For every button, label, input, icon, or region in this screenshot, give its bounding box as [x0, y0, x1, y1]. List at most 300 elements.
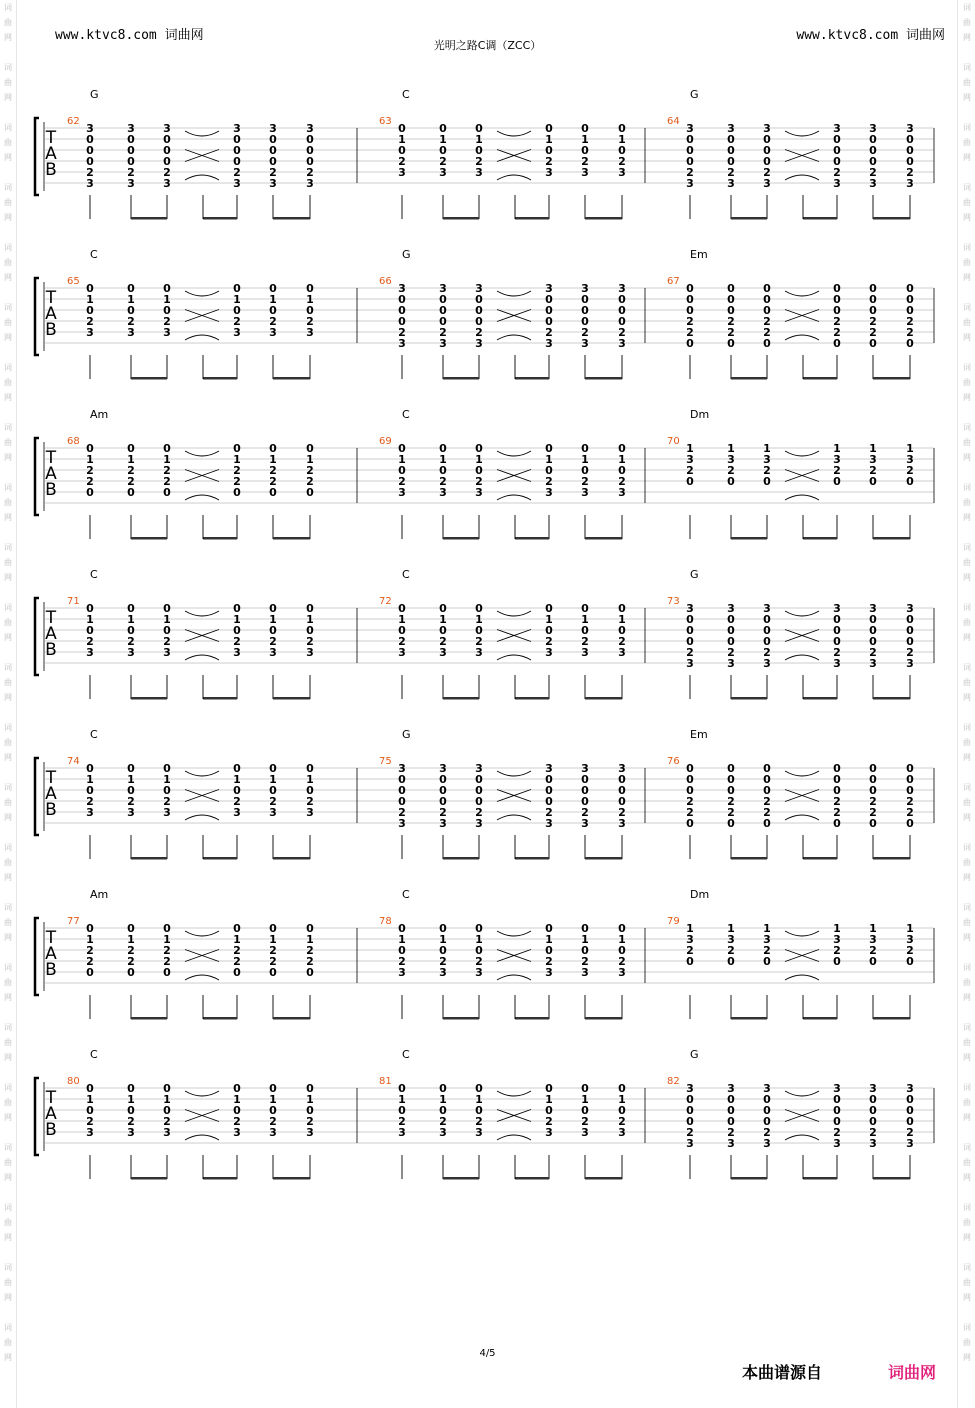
fret-number: 3 — [869, 122, 877, 135]
fret-number: 0 — [618, 293, 626, 306]
fret-number: 1 — [763, 442, 771, 455]
watermark-glyph-group: 词 曲 网 — [963, 1203, 971, 1242]
fret-number: 1 — [306, 933, 314, 946]
fret-number: 2 — [906, 326, 914, 339]
fret-number: 0 — [269, 144, 277, 157]
fret-number: 3 — [686, 933, 694, 946]
fret-number: 0 — [618, 144, 626, 157]
measure-number: 81 — [379, 1076, 392, 1087]
fret-number: 3 — [545, 282, 553, 295]
fret-number: 2 — [86, 635, 94, 648]
fret-number: 0 — [439, 122, 447, 135]
tab-clef-letter: A — [45, 304, 57, 324]
fret-number: 3 — [581, 966, 589, 979]
fret-number: 2 — [269, 955, 277, 968]
note-beam — [803, 1017, 837, 1020]
fret-number: 0 — [475, 315, 483, 328]
strum-arc — [497, 131, 531, 136]
fret-number: 1 — [127, 613, 135, 626]
fret-number: 2 — [869, 464, 877, 477]
fret-number: 0 — [475, 293, 483, 306]
measure-number: 75 — [379, 756, 392, 767]
fret-number: 0 — [869, 304, 877, 317]
fret-number: 2 — [163, 1115, 171, 1128]
note-beam — [803, 217, 837, 220]
fret-number: 2 — [545, 806, 553, 819]
fret-number: 0 — [86, 1104, 94, 1117]
system-bracket — [35, 1078, 39, 1155]
fret-number: 3 — [869, 933, 877, 946]
strum-arc — [785, 975, 819, 980]
header-left-url[interactable]: www.ktvc8.com — [55, 28, 157, 43]
note-beam — [803, 697, 837, 700]
watermark-glyph-group: 词 曲 网 — [963, 3, 971, 42]
tab-clef-letter: T — [45, 128, 57, 148]
fret-number: 2 — [269, 944, 277, 957]
footer-source-label: 本曲谱源自 — [742, 1363, 823, 1382]
fret-number: 0 — [306, 1104, 314, 1117]
fret-number: 0 — [581, 293, 589, 306]
fret-number: 2 — [86, 475, 94, 488]
fret-number: 0 — [545, 1104, 553, 1117]
fret-number: 0 — [475, 304, 483, 317]
fret-number: 2 — [906, 806, 914, 819]
strum-arc — [497, 1135, 531, 1140]
fret-number: 2 — [618, 955, 626, 968]
fret-number: 0 — [618, 602, 626, 615]
fret-number: 3 — [398, 166, 406, 179]
fret-number: 0 — [869, 282, 877, 295]
chord-name: C — [90, 248, 98, 261]
strum-arc — [497, 655, 531, 660]
fret-number: 0 — [86, 922, 94, 935]
chord-name: G — [402, 248, 411, 261]
fret-number: 0 — [763, 955, 771, 968]
fret-number: 1 — [833, 922, 841, 935]
page-title: 光明之路C调（ZCC） — [433, 39, 542, 52]
watermark-glyph-group: 词 曲 网 — [963, 123, 971, 162]
fret-number: 0 — [686, 293, 694, 306]
fret-number: 3 — [763, 453, 771, 466]
strum-arc — [185, 175, 219, 180]
fret-number: 2 — [833, 646, 841, 659]
fret-number: 0 — [618, 922, 626, 935]
fret-number: 1 — [306, 773, 314, 786]
fret-number: 0 — [581, 144, 589, 157]
fret-number: 1 — [86, 1093, 94, 1106]
measure-number: 77 — [67, 916, 80, 927]
note-beam — [273, 1017, 310, 1020]
fret-number: 0 — [686, 1104, 694, 1117]
fret-number: 3 — [398, 762, 406, 775]
watermark-glyph-group: 词 曲 网 — [4, 543, 12, 582]
chord-name: C — [402, 888, 410, 901]
fret-number: 2 — [163, 464, 171, 477]
note-beam — [873, 697, 910, 700]
fret-number: 1 — [306, 1093, 314, 1106]
fret-number: 3 — [618, 817, 626, 830]
header-right-url[interactable]: www.ktvc8.com — [796, 28, 899, 43]
fret-number: 0 — [581, 464, 589, 477]
fret-number: 0 — [269, 486, 277, 499]
watermark-glyph-group: 词 曲 网 — [963, 63, 971, 102]
fret-number: 1 — [127, 773, 135, 786]
fret-number: 0 — [86, 155, 94, 168]
fret-number: 0 — [686, 1115, 694, 1128]
note-beam — [203, 857, 237, 860]
chord-name: G — [690, 568, 699, 581]
fret-number: 1 — [269, 293, 277, 306]
fret-number: 0 — [163, 922, 171, 935]
fret-number: 0 — [163, 1082, 171, 1095]
note-beam — [273, 537, 310, 540]
chord-name: C — [402, 568, 410, 581]
note-beam — [585, 377, 622, 380]
fret-number: 2 — [686, 944, 694, 957]
fret-number: 2 — [906, 944, 914, 957]
fret-number: 2 — [833, 326, 841, 339]
fret-number: 0 — [475, 922, 483, 935]
fret-number: 2 — [439, 326, 447, 339]
fret-number: 0 — [545, 144, 553, 157]
fret-number: 0 — [475, 1082, 483, 1095]
watermark-glyph-group: 词 曲 网 — [963, 603, 971, 642]
fret-number: 0 — [833, 155, 841, 168]
strum-arc — [785, 451, 819, 456]
fret-number: 2 — [163, 944, 171, 957]
fret-number: 0 — [727, 784, 735, 797]
fret-number: 0 — [439, 602, 447, 615]
strum-arc — [785, 495, 819, 500]
fret-number: 0 — [545, 795, 553, 808]
page-number: 4/5 — [479, 1348, 496, 1359]
tab-clef-letter: A — [45, 1104, 57, 1124]
fret-number: 3 — [833, 602, 841, 615]
fret-number: 0 — [398, 315, 406, 328]
fret-number: 1 — [869, 922, 877, 935]
fret-number: 3 — [475, 762, 483, 775]
fret-number: 2 — [763, 1126, 771, 1139]
fret-number: 1 — [86, 773, 94, 786]
fret-number: 0 — [906, 773, 914, 786]
fret-number: 0 — [306, 486, 314, 499]
watermark-glyph-group: 词 曲 网 — [4, 783, 12, 822]
fret-number: 2 — [233, 635, 241, 648]
fret-number: 0 — [833, 1104, 841, 1117]
fret-number: 0 — [439, 144, 447, 157]
strum-arc — [185, 451, 219, 456]
note-beam — [515, 1177, 549, 1180]
fret-number: 3 — [763, 177, 771, 190]
fret-number: 1 — [545, 133, 553, 146]
fret-number: 3 — [727, 122, 735, 135]
fret-number: 0 — [869, 144, 877, 157]
fret-number: 0 — [163, 784, 171, 797]
fret-number: 0 — [833, 613, 841, 626]
fret-number: 3 — [763, 933, 771, 946]
fret-number: 0 — [686, 304, 694, 317]
fret-number: 3 — [306, 646, 314, 659]
fret-number: 0 — [833, 304, 841, 317]
fret-number: 1 — [86, 613, 94, 626]
fret-number: 3 — [869, 177, 877, 190]
fret-number: 0 — [163, 624, 171, 637]
fret-number: 3 — [233, 122, 241, 135]
fret-number: 2 — [906, 166, 914, 179]
fret-number: 0 — [869, 1093, 877, 1106]
watermark-glyph-group: 词 曲 网 — [4, 843, 12, 882]
fret-number: 3 — [127, 177, 135, 190]
fret-number: 1 — [233, 933, 241, 946]
fret-number: 3 — [727, 933, 735, 946]
strum-arc — [185, 771, 219, 776]
fret-number: 3 — [127, 806, 135, 819]
fret-number: 0 — [906, 817, 914, 830]
fret-number: 0 — [475, 773, 483, 786]
fret-number: 1 — [269, 933, 277, 946]
fret-number: 0 — [763, 773, 771, 786]
fret-number: 2 — [306, 475, 314, 488]
fret-number: 0 — [763, 282, 771, 295]
fret-number: 2 — [545, 1115, 553, 1128]
fret-number: 0 — [618, 795, 626, 808]
fret-number: 0 — [398, 602, 406, 615]
note-beam — [731, 537, 767, 540]
note-beam — [585, 1017, 622, 1020]
fret-number: 0 — [906, 635, 914, 648]
fret-number: 2 — [439, 1115, 447, 1128]
fret-number: 0 — [545, 624, 553, 637]
fret-number: 0 — [686, 624, 694, 637]
strum-arc — [185, 1135, 219, 1140]
fret-number: 2 — [581, 475, 589, 488]
strum-cross — [785, 950, 819, 962]
chord-name: G — [90, 88, 99, 101]
fret-number: 2 — [475, 475, 483, 488]
fret-number: 2 — [686, 326, 694, 339]
strum-cross — [497, 790, 531, 802]
measure-number: 76 — [667, 756, 680, 767]
fret-number: 0 — [475, 464, 483, 477]
fret-number: 3 — [439, 166, 447, 179]
fret-number: 2 — [763, 806, 771, 819]
fret-number: 1 — [398, 1093, 406, 1106]
fret-number: 0 — [127, 966, 135, 979]
fret-number: 3 — [306, 326, 314, 339]
tab-clef-letter: A — [45, 944, 57, 964]
fret-number: 1 — [86, 933, 94, 946]
fret-number: 0 — [475, 784, 483, 797]
fret-number: 0 — [906, 1093, 914, 1106]
fret-number: 0 — [475, 122, 483, 135]
fret-number: 2 — [269, 635, 277, 648]
fret-number: 0 — [727, 1115, 735, 1128]
fret-number: 0 — [163, 966, 171, 979]
note-beam — [873, 1177, 910, 1180]
fret-number: 0 — [906, 1115, 914, 1128]
tab-clef-letter: B — [45, 640, 57, 660]
fret-number: 0 — [127, 1082, 135, 1095]
chord-name: C — [402, 408, 410, 421]
fret-number: 0 — [163, 282, 171, 295]
note-beam — [515, 377, 549, 380]
measure-number: 66 — [379, 276, 392, 287]
fret-number: 0 — [545, 464, 553, 477]
strum-arc — [497, 335, 531, 340]
fret-number: 0 — [398, 1104, 406, 1117]
strum-cross — [185, 310, 219, 322]
fret-number: 1 — [269, 453, 277, 466]
fret-number: 0 — [306, 144, 314, 157]
fret-number: 2 — [269, 795, 277, 808]
strum-cross — [185, 790, 219, 802]
tab-clef-letter: B — [45, 160, 57, 180]
fret-number: 3 — [833, 1137, 841, 1150]
fret-number: 0 — [727, 773, 735, 786]
note-beam — [731, 697, 767, 700]
fret-number: 0 — [618, 784, 626, 797]
strum-arc — [785, 175, 819, 180]
chord-name: C — [402, 1048, 410, 1061]
fret-number: 3 — [398, 486, 406, 499]
fret-number: 3 — [727, 657, 735, 670]
fret-number: 0 — [398, 304, 406, 317]
fret-number: 2 — [306, 955, 314, 968]
fret-number: 0 — [906, 293, 914, 306]
watermark-glyph-group: 词 曲 网 — [963, 483, 971, 522]
fret-number: 3 — [163, 122, 171, 135]
fret-number: 0 — [727, 144, 735, 157]
measure-number: 78 — [379, 916, 392, 927]
measure-number: 63 — [379, 116, 392, 127]
fret-number: 0 — [906, 144, 914, 157]
tab-clef-letter: B — [45, 320, 57, 340]
fret-number: 0 — [398, 1082, 406, 1095]
fret-number: 1 — [686, 922, 694, 935]
fret-number: 0 — [869, 155, 877, 168]
fret-number: 1 — [306, 453, 314, 466]
fret-number: 0 — [545, 944, 553, 957]
fret-number: 3 — [869, 657, 877, 670]
fret-number: 2 — [618, 475, 626, 488]
fret-number: 0 — [763, 133, 771, 146]
fret-number: 1 — [269, 613, 277, 626]
fret-number: 3 — [439, 1126, 447, 1139]
tab-clef-letter: B — [45, 480, 57, 500]
strum-arc — [185, 335, 219, 340]
fret-number: 0 — [127, 133, 135, 146]
fret-number: 3 — [581, 1126, 589, 1139]
fret-number: 3 — [86, 646, 94, 659]
fret-number: 2 — [269, 166, 277, 179]
fret-number: 0 — [727, 1093, 735, 1106]
fret-number: 3 — [545, 646, 553, 659]
note-beam — [515, 217, 549, 220]
fret-number: 0 — [618, 624, 626, 637]
fret-number: 0 — [869, 817, 877, 830]
fret-number: 3 — [686, 657, 694, 670]
fret-number: 3 — [269, 806, 277, 819]
fret-number: 3 — [545, 966, 553, 979]
fret-number: 0 — [233, 133, 241, 146]
fret-number: 1 — [398, 453, 406, 466]
fret-number: 1 — [727, 442, 735, 455]
strum-cross — [185, 470, 219, 482]
fret-number: 3 — [269, 122, 277, 135]
fret-number: 3 — [545, 1126, 553, 1139]
measure-number: 71 — [67, 596, 80, 607]
system-bracket — [35, 118, 39, 195]
fret-number: 1 — [869, 442, 877, 455]
fret-number: 0 — [763, 784, 771, 797]
note-beam — [443, 217, 479, 220]
fret-number: 3 — [269, 1126, 277, 1139]
fret-number: 0 — [86, 762, 94, 775]
fret-number: 1 — [545, 1093, 553, 1106]
fret-number: 1 — [545, 453, 553, 466]
fret-number: 2 — [618, 806, 626, 819]
fret-number: 0 — [727, 475, 735, 488]
chord-name: Am — [90, 408, 109, 421]
note-beam — [873, 1017, 910, 1020]
fret-number: 3 — [475, 337, 483, 350]
fret-number: 1 — [475, 933, 483, 946]
fret-number: 0 — [763, 1115, 771, 1128]
strum-arc — [785, 335, 819, 340]
fret-number: 0 — [269, 1104, 277, 1117]
fret-number: 0 — [269, 442, 277, 455]
fret-number: 0 — [269, 133, 277, 146]
fret-number: 0 — [306, 133, 314, 146]
system-bracket — [35, 758, 39, 835]
fret-number: 2 — [127, 166, 135, 179]
fret-number: 3 — [269, 177, 277, 190]
fret-number: 0 — [127, 762, 135, 775]
fret-number: 2 — [686, 1126, 694, 1139]
strum-arc — [185, 975, 219, 980]
note-beam — [203, 1017, 237, 1020]
fret-number: 0 — [86, 442, 94, 455]
strum-arc — [785, 611, 819, 616]
fret-number: 2 — [581, 155, 589, 168]
fret-number: 0 — [869, 784, 877, 797]
strum-arc — [497, 815, 531, 820]
fret-number: 2 — [686, 806, 694, 819]
fret-number: 0 — [869, 624, 877, 637]
fret-number: 0 — [833, 624, 841, 637]
fret-number: 3 — [127, 646, 135, 659]
tab-clef-letter: T — [45, 608, 57, 628]
fret-number: 3 — [269, 326, 277, 339]
fret-number: 2 — [727, 1126, 735, 1139]
fret-number: 1 — [86, 293, 94, 306]
fret-number: 2 — [727, 326, 735, 339]
fret-number: 2 — [306, 795, 314, 808]
fret-number: 2 — [545, 326, 553, 339]
fret-number: 1 — [233, 613, 241, 626]
fret-number: 3 — [233, 177, 241, 190]
note-beam — [443, 1017, 479, 1020]
fret-number: 1 — [127, 933, 135, 946]
watermark-glyph-group: 词 曲 网 — [963, 783, 971, 822]
fret-number: 0 — [906, 955, 914, 968]
fret-number: 3 — [618, 486, 626, 499]
fret-number: 2 — [439, 155, 447, 168]
fret-number: 0 — [439, 464, 447, 477]
fret-number: 0 — [127, 922, 135, 935]
note-beam — [443, 377, 479, 380]
fret-number: 0 — [269, 1082, 277, 1095]
